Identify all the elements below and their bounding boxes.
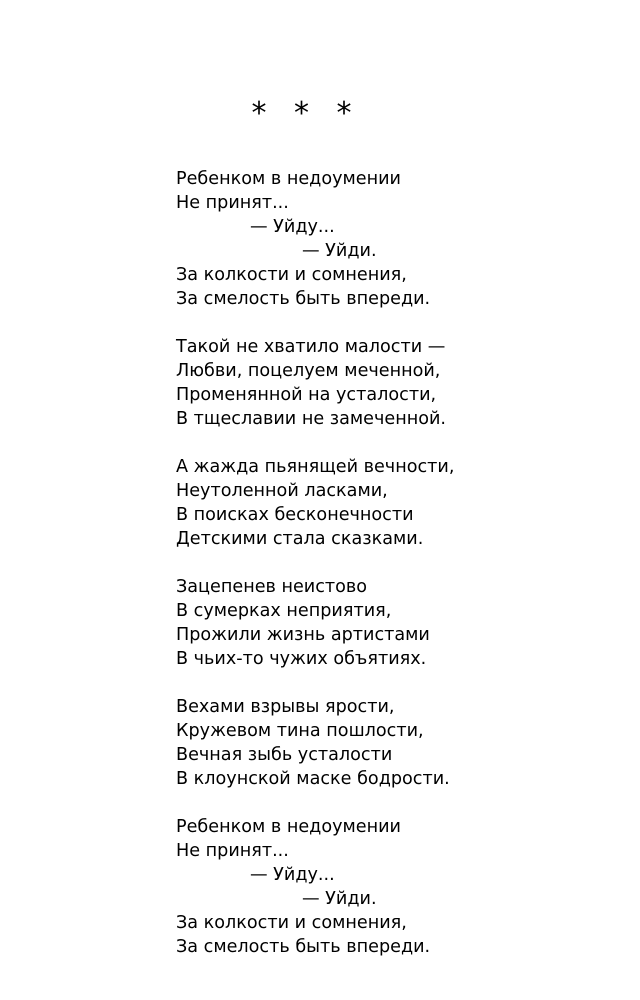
poem-line: Вечная зыбь усталости [176,745,393,765]
poem-line: За смелость быть впереди. [176,289,431,309]
poem-line: Ребенком в недоумении [176,817,401,837]
poem-body [176,167,616,959]
poem-line: Детскими стала сказками. [176,529,424,549]
poem-title: * * * [251,96,361,131]
stanza-5 [176,695,616,791]
stanza-1 [176,167,616,311]
poem-line: — Уйди. [302,889,377,909]
poem-line: В чьих-то чужих объятиях. [176,649,427,669]
poem-line: Такой не хватило малости — [176,337,446,357]
poem-line: Любви, поцелуем меченной, [176,361,441,381]
poem-line: Не принят... [176,841,289,861]
poem-line: За колкости и сомнения, [176,913,407,933]
poem-line: Неутоленной ласками, [176,481,388,501]
poem-line: Не принят... [176,193,289,213]
poem-line: В клоунской маске бодрости. [176,769,450,789]
poem-line: В тщеславии не замеченной. [176,409,447,429]
poem-line: За смелость быть впереди. [176,937,431,957]
poem-line: Кружевом тина пошлости, [176,721,424,741]
poem-line: — Уйду... [250,865,335,885]
poem-line: Ребенком в недоумении [176,169,401,189]
stanza-3 [176,455,616,551]
poem-line: Прожили жизнь артистами [176,625,430,645]
poem-line: В поисках бесконечности [176,505,414,525]
poem-line: За колкости и сомнения, [176,265,407,285]
poem-line: Променянной на усталости, [176,385,437,405]
stanza-6 [176,815,616,959]
poem-line: — Уйди. [302,241,377,261]
stanza-2 [176,335,616,431]
poem-line: Вехами взрывы ярости, [176,697,395,717]
stanza-4 [176,575,616,671]
poem-line: — Уйду... [250,217,335,237]
poem-line: Зацепенев неистово [176,577,368,597]
poem-line: В сумерках неприятия, [176,601,392,621]
poem-line: А жажда пьянящей вечности, [176,457,455,477]
